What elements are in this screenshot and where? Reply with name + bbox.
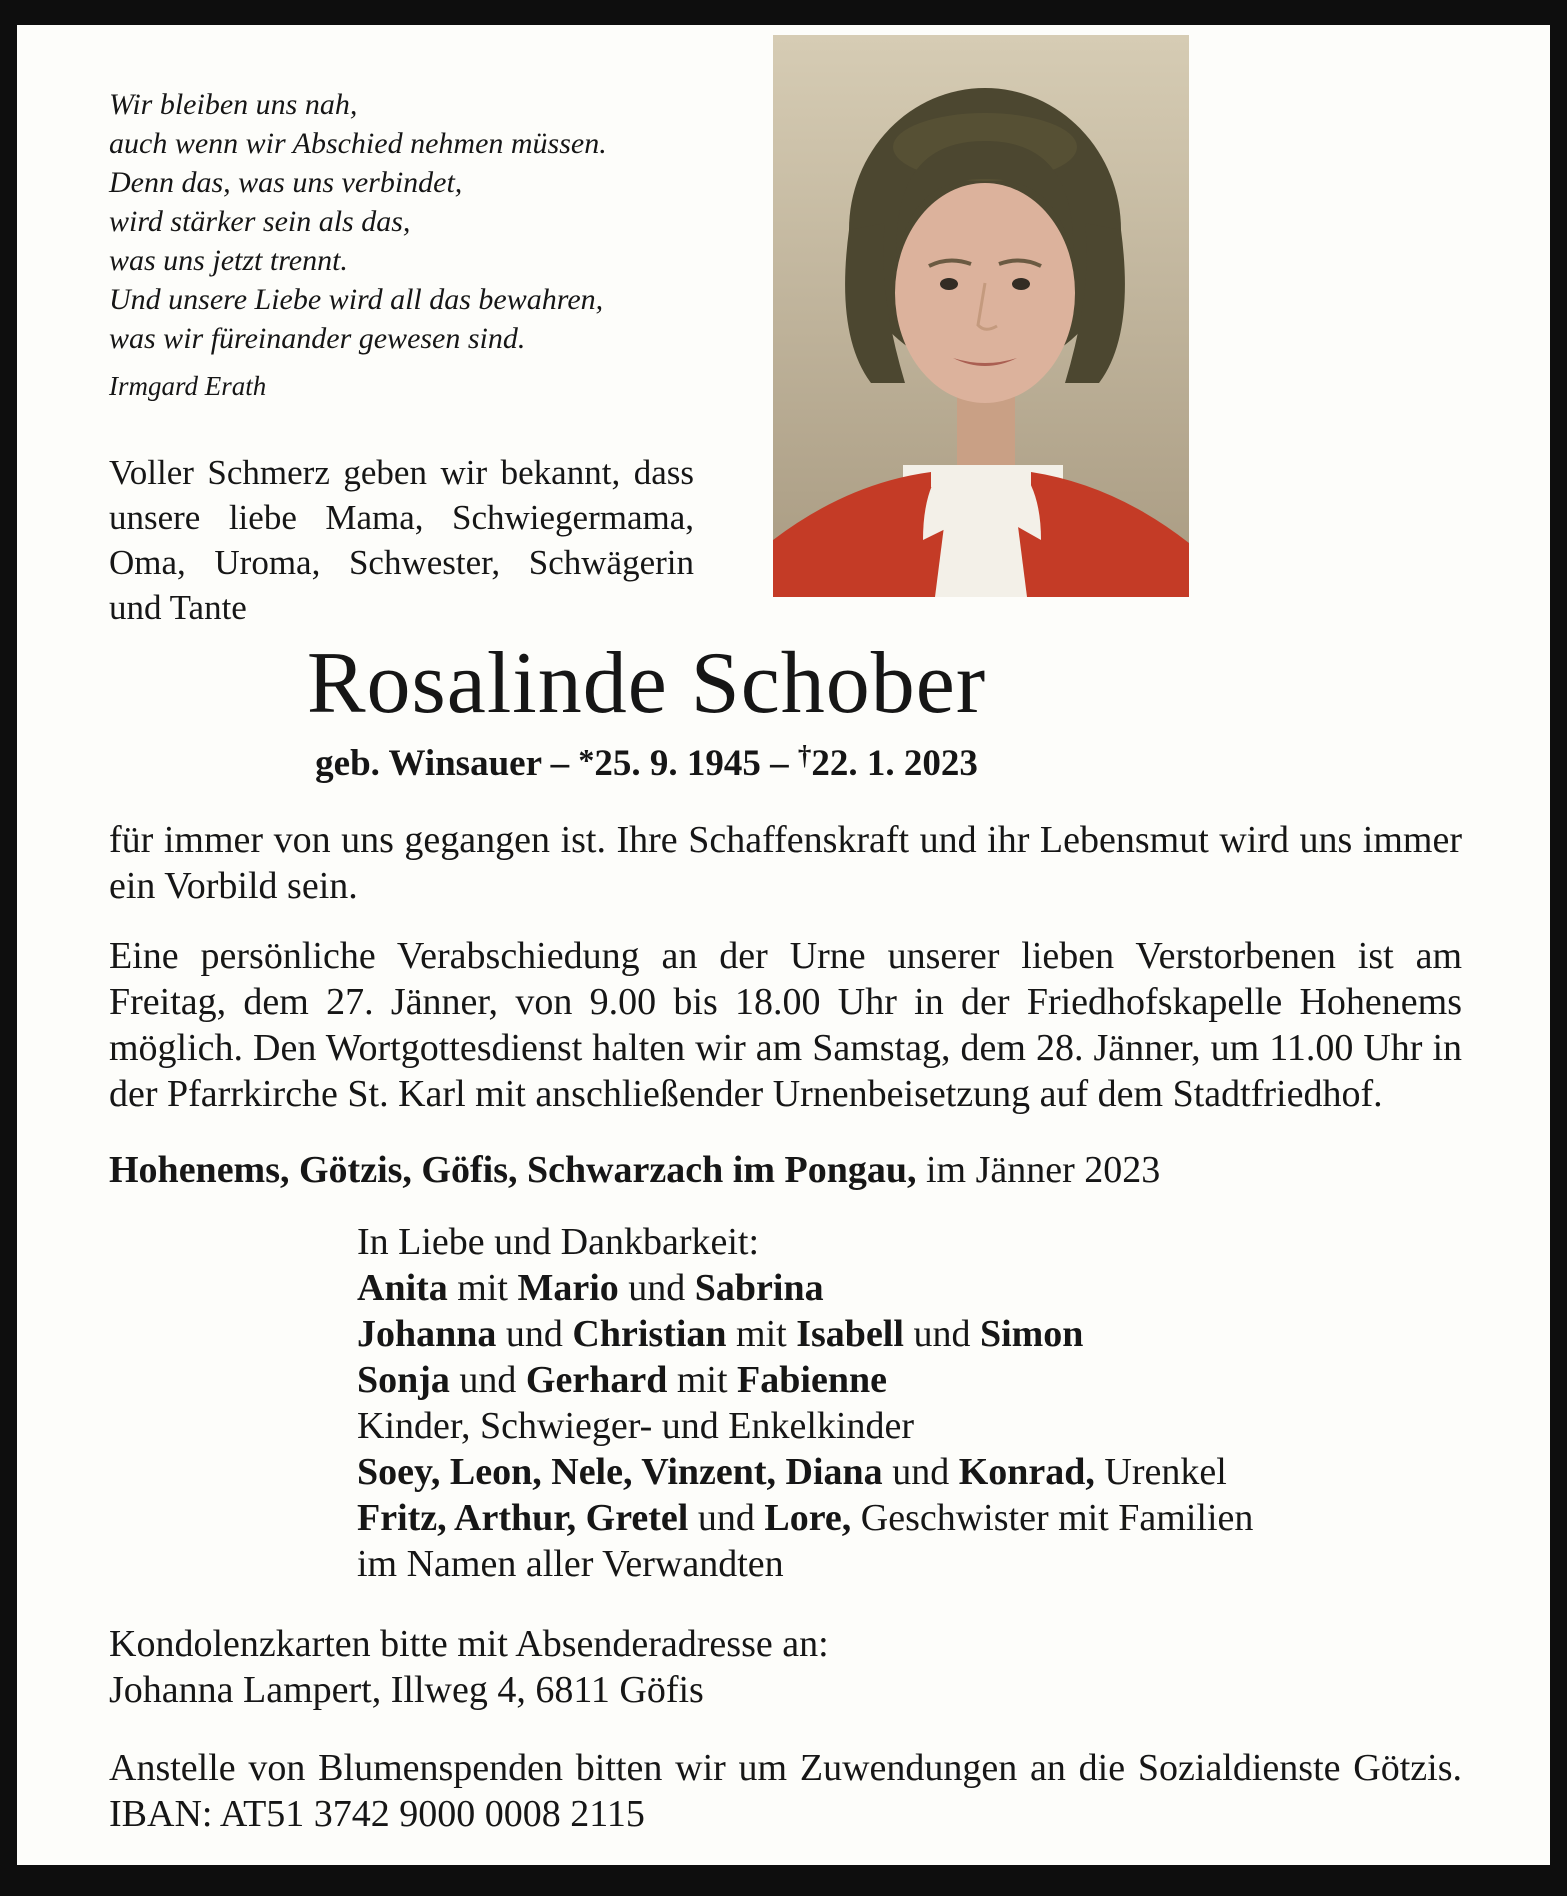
dash: – [770,742,789,784]
name-block [109,635,1184,785]
poem-line: Denn das, was uns verbindet, [109,166,463,199]
family-member-name: Sabrina [694,1266,824,1309]
condolence-instruction: Kondolenzkarten bitte mit Absenderadresse an: [109,1622,829,1665]
ceremony-paragraph: Eine persönliche Verabschiedung an der Urne unserer lieben Verstorbenen ist am Freitag, dem 27. Jänner, von 9.00 bis 18.00 Uhr in der Friedhofskapelle Hohenems möglich. Den Wortgottesdienst halten wir am Samstag, dem 28. Jänner, um 11.00 Uhr in der Pfarrkirche St. Karl mit anschließender Urnenbeisetzung auf dem Stadtfriedhof. [109,934,1462,1115]
family-member-name: Johanna [357,1312,497,1355]
family-line [357,1541,1462,1587]
places-date: im Jänner 2023 [925,1148,1161,1191]
eye [940,278,958,290]
family-line-text: Urenkel [1094,1450,1227,1493]
condolence-address: Johanna Lampert, Illweg 4, 6811 Göfis [109,1668,704,1711]
family-member-name: Simon [979,1312,1084,1355]
portrait-photo [773,35,1189,597]
family-member-name: Sonja [357,1358,450,1401]
deceased-name: Rosalinde Schober [306,635,987,732]
family-member-name: Anita [357,1266,448,1309]
face [895,183,1075,403]
family-member-name: Konrad, [958,1450,1095,1493]
donation-paragraph: Anstelle von Blumenspenden bitten wir um Zuwendungen an die Sozialdienste Götzis. IBAN: AT51 3742 9000 0008 2115 [109,1746,1462,1835]
family-line-text: im Namen aller Verwandten [357,1542,784,1585]
places-names: Hohenems, Götzis, Göfis, Schwarzach im Pongau, [109,1148,917,1191]
family-line [357,1357,1462,1403]
family-member-name: Fabienne [737,1358,887,1401]
header-left-column [109,31,721,630]
family-line-text: Geschwister mit Familien [851,1496,1254,1539]
family-member-name: Fritz, Arthur, Gretel [357,1496,689,1539]
obituary-page [17,25,1550,1865]
farewell-paragraph: für immer von uns gegangen ist. Ihre Schaffenskraft und ihr Lebensmut wird uns immer ein Vorbild sein. [109,818,1462,907]
family-line-text: und [688,1496,765,1539]
death-dagger-icon: † [797,739,812,770]
family-block [357,1219,1462,1587]
birth-date: 25. 9. 1945 [594,742,761,784]
family-member-name: Lore, [764,1496,852,1539]
condolence-block [109,1621,1462,1713]
family-line-text: und [618,1266,695,1309]
header-section [109,31,1462,630]
family-line [357,1265,1462,1311]
maiden-name: geb. Winsauer [315,742,542,784]
family-line-text: mit [726,1312,797,1355]
family-member-name: Christian [572,1312,727,1355]
deceased-dates [109,740,1184,785]
family-member-name: Isabell [796,1312,904,1355]
family-line-text: Kinder, Schwieger- und Enkelkinder [357,1404,914,1447]
family-member-name: Gerhard [525,1358,668,1401]
family-line-text: und [903,1312,980,1355]
family-line-text: und [882,1450,959,1493]
poem-quote [109,85,721,406]
poem-author: Irmgard Erath [109,371,267,401]
places-line [109,1147,1462,1193]
family-line [357,1495,1462,1541]
family-line-text: mit [667,1358,738,1401]
poem-line: auch wenn wir Abschied nehmen müssen. [109,127,607,160]
family-member-name: Soey, Leon, Nele, Vinzent, Diana [357,1450,883,1493]
family-line-text: mit [447,1266,518,1309]
family-member-name: Mario [517,1266,619,1309]
portrait-illustration [773,35,1189,597]
poem-line: Wir bleiben uns nah, [109,88,358,121]
poem-line: was wir füreinander gewesen sind. [109,322,526,355]
family-line [357,1311,1462,1357]
poem-line: wird stärker sein als das, [109,205,411,238]
family-line [357,1219,1462,1265]
family-line-text: und [449,1358,526,1401]
family-line [357,1449,1462,1495]
dash: – [550,742,570,784]
family-line-text: In Liebe und Dankbarkeit: [357,1220,760,1263]
family-line [357,1403,1462,1449]
death-date: 22. 1. 2023 [811,742,978,784]
family-line-text: und [496,1312,573,1355]
birth-star-icon: * [578,741,595,778]
poem-line: was uns jetzt trennt. [109,244,348,277]
eye [1012,278,1030,290]
poem-line: Und unsere Liebe wird all das bewahren, [109,283,604,316]
announcement-intro: Voller Schmerz geben wir bekannt, dass unsere liebe Mama, Schwiegermama, Oma, Uroma, Schwester, Schwägerin und Tante [109,453,694,627]
